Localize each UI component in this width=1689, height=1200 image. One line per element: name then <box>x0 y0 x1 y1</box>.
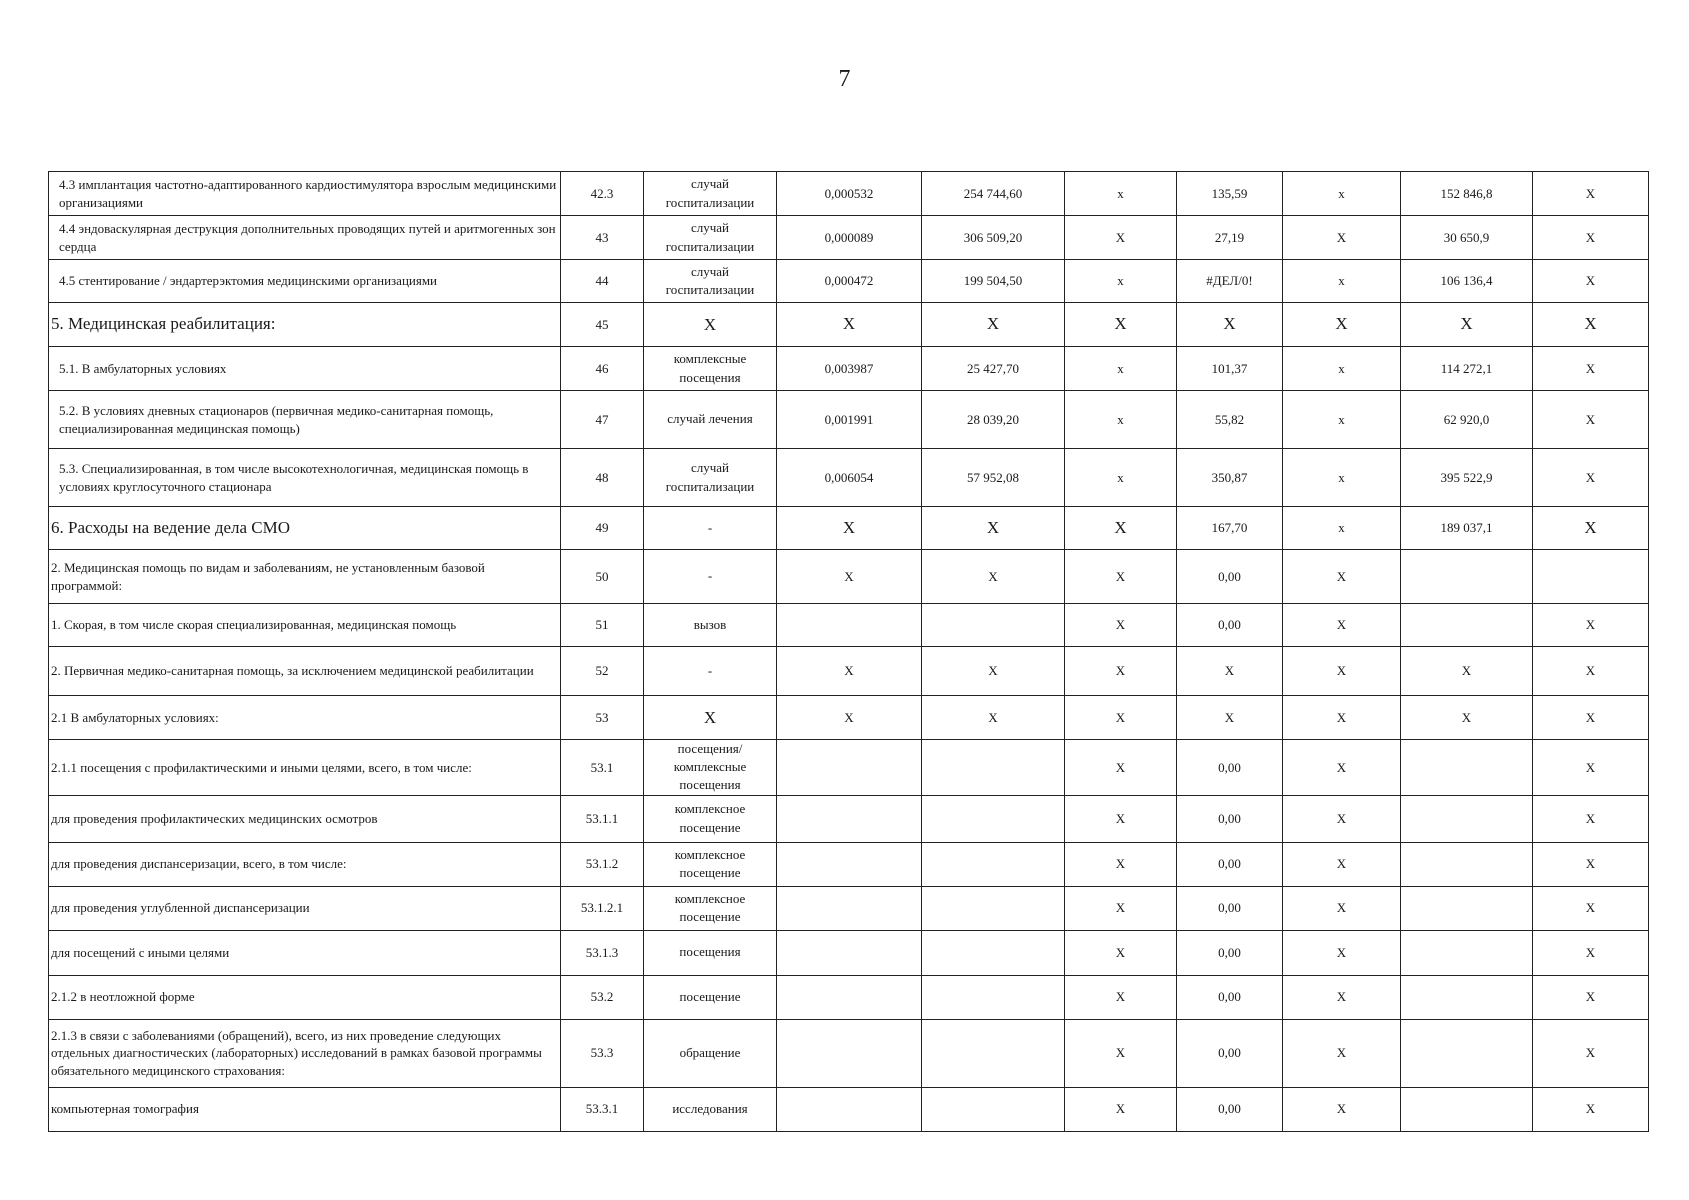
cell-cost-norm: X <box>922 507 1065 550</box>
cell-row-code: 44 <box>561 260 644 303</box>
cell-cost-norm <box>922 1087 1065 1131</box>
table-row <box>49 740 1649 796</box>
cell-volume-norm: 0,003987 <box>777 347 922 391</box>
cell-total-oms <box>1401 930 1533 975</box>
cell-total-oms: X <box>1401 696 1533 740</box>
table-row <box>49 172 1649 216</box>
cell-total-oms: X <box>1401 303 1533 347</box>
cell-total-oms: 395 522,9 <box>1401 449 1533 507</box>
row-name: для посещений с иными целями <box>49 930 561 975</box>
cell-per-capita-budget: X <box>1065 303 1177 347</box>
cell-per-capita-oms: 0,00 <box>1177 795 1283 842</box>
cell-cost-norm: 57 952,08 <box>922 449 1065 507</box>
cell-unit: - <box>644 507 777 550</box>
cell-volume-norm <box>777 842 922 886</box>
cell-volume-norm <box>777 1019 922 1087</box>
cell-volume-norm: 0,001991 <box>777 391 922 449</box>
cell-cost-norm: X <box>922 647 1065 696</box>
cell-row-code: 53.2 <box>561 975 644 1019</box>
cell-row-code: 53.3 <box>561 1019 644 1087</box>
cell-total-budget: X <box>1283 550 1401 604</box>
row-name: 5.3. Специализированная, в том числе высокотехнологичная, медицинская помощь в условиях круглосуточного стационара <box>49 449 561 507</box>
cell-volume-norm <box>777 604 922 647</box>
table-row <box>49 1019 1649 1087</box>
cell-unit: случай лечения <box>644 391 777 449</box>
cell-per-capita-oms: X <box>1177 647 1283 696</box>
cell-per-capita-budget: X <box>1065 975 1177 1019</box>
cell-share: X <box>1533 647 1649 696</box>
cell-share: X <box>1533 886 1649 930</box>
cell-unit: комплексное посещение <box>644 842 777 886</box>
cell-cost-norm: 28 039,20 <box>922 391 1065 449</box>
cell-total-budget: x <box>1283 449 1401 507</box>
cell-volume-norm: X <box>777 303 922 347</box>
cell-volume-norm: X <box>777 696 922 740</box>
cell-per-capita-oms: X <box>1177 696 1283 740</box>
cell-per-capita-budget: X <box>1065 507 1177 550</box>
row-name: 4.5 стентирование / эндартерэктомия медицинскими организациями <box>49 260 561 303</box>
cell-share: X <box>1533 604 1649 647</box>
cell-per-capita-oms: 27,19 <box>1177 216 1283 260</box>
cell-share: X <box>1533 391 1649 449</box>
cell-unit: случай госпитализации <box>644 216 777 260</box>
cell-unit: случай госпитализации <box>644 172 777 216</box>
cell-total-oms: 152 846,8 <box>1401 172 1533 216</box>
cell-unit: - <box>644 550 777 604</box>
cell-volume-norm <box>777 795 922 842</box>
cell-total-budget: X <box>1283 647 1401 696</box>
cell-per-capita-oms: 0,00 <box>1177 1019 1283 1087</box>
cell-per-capita-budget: x <box>1065 449 1177 507</box>
row-name: для проведения диспансеризации, всего, в том числе: <box>49 842 561 886</box>
cell-total-oms: 106 136,4 <box>1401 260 1533 303</box>
cell-share <box>1533 550 1649 604</box>
table-row <box>49 449 1649 507</box>
cell-share: X <box>1533 842 1649 886</box>
cell-unit: вызов <box>644 604 777 647</box>
cell-total-oms <box>1401 795 1533 842</box>
cell-share: X <box>1533 696 1649 740</box>
cell-row-code: 49 <box>561 507 644 550</box>
cell-total-oms: 62 920,0 <box>1401 391 1533 449</box>
cell-volume-norm <box>777 740 922 796</box>
cell-total-budget: x <box>1283 172 1401 216</box>
cell-share: X <box>1533 216 1649 260</box>
cell-total-budget: X <box>1283 696 1401 740</box>
cell-per-capita-budget: X <box>1065 696 1177 740</box>
row-name: для проведения профилактических медицинских осмотров <box>49 795 561 842</box>
page-number: 7 <box>838 66 851 92</box>
cell-per-capita-budget: X <box>1065 842 1177 886</box>
cell-per-capita-oms: 101,37 <box>1177 347 1283 391</box>
cell-total-oms <box>1401 1087 1533 1131</box>
row-name: 6. Расходы на ведение дела СМО <box>49 507 561 550</box>
cell-unit: X <box>644 696 777 740</box>
cell-per-capita-oms: 0,00 <box>1177 740 1283 796</box>
cell-per-capita-budget: X <box>1065 604 1177 647</box>
cell-share: X <box>1533 1087 1649 1131</box>
row-name: 5.2. В условиях дневных стационаров (первичная медико-санитарная помощь, специализированная медицинская помощь) <box>49 391 561 449</box>
cell-total-budget: X <box>1283 1019 1401 1087</box>
cell-unit: X <box>644 303 777 347</box>
cell-total-oms: X <box>1401 647 1533 696</box>
cell-row-code: 47 <box>561 391 644 449</box>
row-name: 5.1. В амбулаторных условиях <box>49 347 561 391</box>
cell-unit: случай госпитализации <box>644 449 777 507</box>
cell-cost-norm <box>922 886 1065 930</box>
cell-unit: - <box>644 647 777 696</box>
cell-total-oms <box>1401 842 1533 886</box>
cell-per-capita-oms: 0,00 <box>1177 975 1283 1019</box>
cell-cost-norm <box>922 740 1065 796</box>
cell-unit: комплексное посещение <box>644 886 777 930</box>
cell-row-code: 42.3 <box>561 172 644 216</box>
cell-row-code: 51 <box>561 604 644 647</box>
cell-cost-norm <box>922 604 1065 647</box>
cell-volume-norm: X <box>777 647 922 696</box>
cell-total-budget: X <box>1283 1087 1401 1131</box>
row-name: для проведения углубленной диспансеризации <box>49 886 561 930</box>
cell-per-capita-oms: 0,00 <box>1177 604 1283 647</box>
cell-total-budget: X <box>1283 886 1401 930</box>
cell-unit: посещения/комплексные посещения <box>644 740 777 796</box>
cell-per-capita-budget: X <box>1065 1019 1177 1087</box>
cell-unit: случай госпитализации <box>644 260 777 303</box>
cell-per-capita-oms: 55,82 <box>1177 391 1283 449</box>
cell-total-oms <box>1401 740 1533 796</box>
cell-cost-norm <box>922 842 1065 886</box>
cell-total-oms: 114 272,1 <box>1401 347 1533 391</box>
cell-share: X <box>1533 260 1649 303</box>
cell-per-capita-oms: 350,87 <box>1177 449 1283 507</box>
row-name: 2. Первичная медико-санитарная помощь, за исключением медицинской реабилитации <box>49 647 561 696</box>
cell-row-code: 52 <box>561 647 644 696</box>
table-row <box>49 507 1649 550</box>
cell-unit: обращение <box>644 1019 777 1087</box>
cell-row-code: 53 <box>561 696 644 740</box>
row-name: 2.1.3 в связи с заболеваниями (обращений), всего, из них проведение следующих отдельных диагностических (лабораторных) исследований в рамках базовой программы обязательного медицинского страхования: <box>49 1019 561 1087</box>
cell-total-budget: x <box>1283 507 1401 550</box>
cell-cost-norm: 306 509,20 <box>922 216 1065 260</box>
cell-volume-norm <box>777 975 922 1019</box>
row-name: 2.1.1 посещения с профилактическими и иными целями, всего, в том числе: <box>49 740 561 796</box>
cell-total-oms <box>1401 1019 1533 1087</box>
cell-row-code: 43 <box>561 216 644 260</box>
cell-row-code: 50 <box>561 550 644 604</box>
cell-total-budget: X <box>1283 930 1401 975</box>
cell-total-budget: X <box>1283 975 1401 1019</box>
cell-per-capita-oms: #ДЕЛ/0! <box>1177 260 1283 303</box>
cell-unit: посещение <box>644 975 777 1019</box>
row-name: 5. Медицинская реабилитация: <box>49 303 561 347</box>
cell-row-code: 53.1.1 <box>561 795 644 842</box>
cell-total-oms <box>1401 550 1533 604</box>
cell-per-capita-oms: 0,00 <box>1177 886 1283 930</box>
cell-per-capita-budget: x <box>1065 260 1177 303</box>
cell-share: X <box>1533 172 1649 216</box>
cell-share: X <box>1533 795 1649 842</box>
cell-per-capita-oms: 0,00 <box>1177 1087 1283 1131</box>
cell-per-capita-budget: X <box>1065 647 1177 696</box>
table-row <box>49 795 1649 842</box>
table-row <box>49 975 1649 1019</box>
cell-share: X <box>1533 303 1649 347</box>
cell-cost-norm <box>922 795 1065 842</box>
cell-volume-norm: X <box>777 550 922 604</box>
table-body <box>49 172 1649 1132</box>
cell-share: X <box>1533 507 1649 550</box>
cell-row-code: 53.1 <box>561 740 644 796</box>
cell-per-capita-budget: X <box>1065 216 1177 260</box>
cell-total-budget: x <box>1283 260 1401 303</box>
cell-share: X <box>1533 449 1649 507</box>
row-name: 1. Скорая, в том числе скорая специализированная, медицинская помощь <box>49 604 561 647</box>
table-row <box>49 216 1649 260</box>
row-name: 4.4 эндоваскулярная деструкция дополнительных проводящих путей и аритмогенных зон сердца <box>49 216 561 260</box>
cell-row-code: 45 <box>561 303 644 347</box>
cell-per-capita-budget: x <box>1065 172 1177 216</box>
cell-total-budget: X <box>1283 216 1401 260</box>
cell-total-budget: x <box>1283 347 1401 391</box>
cell-row-code: 53.1.2.1 <box>561 886 644 930</box>
cell-per-capita-oms: 167,70 <box>1177 507 1283 550</box>
cell-total-oms: 30 650,9 <box>1401 216 1533 260</box>
cell-row-code: 46 <box>561 347 644 391</box>
cell-share: X <box>1533 930 1649 975</box>
cell-cost-norm <box>922 1019 1065 1087</box>
cell-cost-norm: X <box>922 550 1065 604</box>
cell-per-capita-oms: 135,59 <box>1177 172 1283 216</box>
cell-per-capita-budget: X <box>1065 1087 1177 1131</box>
cell-total-budget: X <box>1283 740 1401 796</box>
cell-per-capita-budget: X <box>1065 930 1177 975</box>
table-row <box>49 696 1649 740</box>
cell-total-oms <box>1401 604 1533 647</box>
row-name: 2.1 В амбулаторных условиях: <box>49 696 561 740</box>
cell-per-capita-budget: x <box>1065 347 1177 391</box>
cell-per-capita-budget: X <box>1065 795 1177 842</box>
table-row <box>49 550 1649 604</box>
cell-row-code: 53.1.2 <box>561 842 644 886</box>
cell-total-budget: X <box>1283 604 1401 647</box>
cell-volume-norm: 0,006054 <box>777 449 922 507</box>
cell-row-code: 48 <box>561 449 644 507</box>
cell-total-budget: x <box>1283 391 1401 449</box>
data-table <box>48 171 1649 1132</box>
table-row <box>49 647 1649 696</box>
cell-volume-norm <box>777 1087 922 1131</box>
cell-total-budget: X <box>1283 303 1401 347</box>
cell-row-code: 53.3.1 <box>561 1087 644 1131</box>
cell-cost-norm: 254 744,60 <box>922 172 1065 216</box>
table-row <box>49 260 1649 303</box>
cell-share: X <box>1533 975 1649 1019</box>
table-row <box>49 391 1649 449</box>
cell-unit: посещения <box>644 930 777 975</box>
row-name: 4.3 имплантация частотно-адаптированного кардиостимулятора взрослым медицинскими организациями <box>49 172 561 216</box>
table-row <box>49 930 1649 975</box>
cell-per-capita-oms: 0,00 <box>1177 842 1283 886</box>
table-row <box>49 347 1649 391</box>
cell-total-budget: X <box>1283 795 1401 842</box>
cell-volume-norm: 0,000532 <box>777 172 922 216</box>
table-row <box>49 303 1649 347</box>
cell-unit: комплексные посещения <box>644 347 777 391</box>
cell-per-capita-budget: X <box>1065 550 1177 604</box>
cell-per-capita-budget: X <box>1065 886 1177 930</box>
row-name: 2. Медицинская помощь по видам и заболеваниям, не установленным базовой программой: <box>49 550 561 604</box>
cell-share: X <box>1533 1019 1649 1087</box>
cell-total-oms <box>1401 886 1533 930</box>
cell-cost-norm: X <box>922 303 1065 347</box>
table-row <box>49 604 1649 647</box>
cell-cost-norm <box>922 975 1065 1019</box>
cell-total-oms: 189 037,1 <box>1401 507 1533 550</box>
table-row <box>49 886 1649 930</box>
cell-volume-norm: X <box>777 507 922 550</box>
cell-per-capita-budget: X <box>1065 740 1177 796</box>
cell-volume-norm <box>777 930 922 975</box>
cell-unit: исследования <box>644 1087 777 1131</box>
cell-share: X <box>1533 740 1649 796</box>
cell-volume-norm: 0,000472 <box>777 260 922 303</box>
cell-row-code: 53.1.3 <box>561 930 644 975</box>
cell-per-capita-budget: x <box>1065 391 1177 449</box>
cell-cost-norm <box>922 930 1065 975</box>
cell-share: X <box>1533 347 1649 391</box>
cell-per-capita-oms: 0,00 <box>1177 930 1283 975</box>
row-name: 2.1.2 в неотложной форме <box>49 975 561 1019</box>
cell-volume-norm <box>777 886 922 930</box>
cell-per-capita-oms: 0,00 <box>1177 550 1283 604</box>
cell-cost-norm: 25 427,70 <box>922 347 1065 391</box>
cell-cost-norm: 199 504,50 <box>922 260 1065 303</box>
table-row <box>49 842 1649 886</box>
cell-total-budget: X <box>1283 842 1401 886</box>
cell-unit: комплексное посещение <box>644 795 777 842</box>
cell-total-oms <box>1401 975 1533 1019</box>
table-row <box>49 1087 1649 1131</box>
cell-cost-norm: X <box>922 696 1065 740</box>
row-name: компьютерная томография <box>49 1087 561 1131</box>
cell-volume-norm: 0,000089 <box>777 216 922 260</box>
cell-per-capita-oms: X <box>1177 303 1283 347</box>
